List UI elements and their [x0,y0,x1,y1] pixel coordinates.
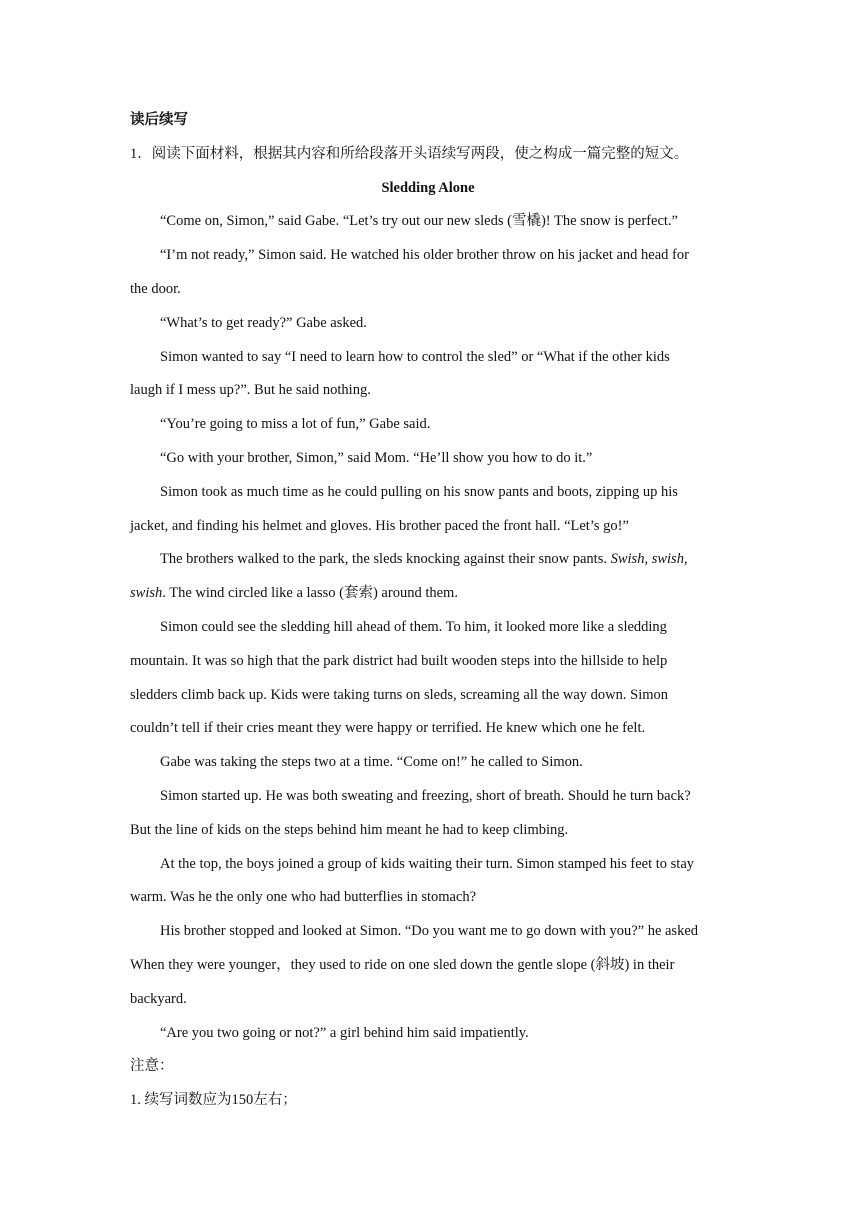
story-paragraph-line: His brother stopped and looked at Simon. “Do you want me to go down with you?” he asked [160,923,699,940]
story-paragraph-line: the door. [130,280,181,297]
story-title: Sledding Alone [381,179,475,196]
story-paragraph-line: Simon took as much time as he could pulling on his snow pants and boots, zipping up his [160,483,678,500]
story-paragraph-line: “You’re going to miss a lot of fun,” Gabe said. [160,416,431,433]
story-paragraph-line: laugh if I mess up?”. But he said nothing. [130,382,371,399]
document-page [130,104,726,1118]
story-paragraph-line: At the top, the boys joined a group of kids waiting their turn. Simon stamped his feet to stay [160,855,695,872]
onomatopoeia-text: Swish, swish, [610,551,688,568]
story-paragraph-line: Simon could see the sledding hill ahead of them. To him, it looked more like a sledding [160,618,667,635]
story-paragraph-line: “I’m not ready,” Simon said. He watched his older brother throw on his jacket and head for [160,247,689,264]
story-paragraph-line [130,543,726,577]
note-item: 1. 续写词数应为150左右； [130,1092,297,1109]
story-paragraph-line: sledders climb back up. Kids were taking turns on sleds, screaming all the way down. Simon [130,686,669,703]
story-paragraph-line [130,577,726,611]
story-paragraph-line: “Come on, Simon,” said Gabe. “Let’s try out our new sleds (雪橇)! The snow is perfect.” [160,213,678,230]
section-heading: 读后续写 [130,112,188,128]
story-paragraph-line: Gabe was taking the steps two at a time. “Come on!” he called to Simon. [160,754,583,771]
story-paragraph-line: Simon wanted to say “I need to learn how to control the sled” or “What if the other kids [160,348,670,365]
paragraph-text: The brothers walked to the park, the sleds knocking against their snow pants. [160,551,611,568]
instruction-text: 1．阅读下面材料，根据其内容和所给段落开头语续写两段，使之构成一篇完整的短文。 [130,145,689,162]
story-paragraph-line: mountain. It was so high that the park district had built wooden steps into the hillside to help [130,652,668,669]
story-paragraph-line: Simon started up. He was both sweating and freezing, short of breath. Should he turn back? [160,787,691,804]
story-paragraph-line: backyard. [130,990,187,1007]
story-paragraph-line: jacket, and finding his helmet and gloves. His brother paced the front hall. “Let’s go!” [130,517,629,534]
story-paragraph-line: “Go with your brother, Simon,” said Mom. “He’ll show you how to do it.” [160,449,593,466]
story-paragraph-line: “What’s to get ready?” Gabe asked. [160,314,367,331]
onomatopoeia-text: swish [130,585,163,602]
story-paragraph-line: couldn’t tell if their cries meant they were happy or terrified. He knew which one he felt. [130,720,646,737]
story-paragraph-line: But the line of kids on the steps behind him meant he had to keep climbing. [130,821,569,838]
story-paragraph-line: warm. Was he the only one who had butterflies in stomach? [130,889,477,906]
story-body [130,205,726,1050]
story-paragraph-line: “Are you two going or not?” a girl behind him said impatiently. [160,1024,529,1041]
story-paragraph-line: When they were younger，they used to ride on one sled down the gentle slope (斜坡) in their [130,956,675,973]
notes-heading: 注意： [130,1058,174,1075]
paragraph-text: . The wind circled like a lasso (套索) around them. [162,585,458,602]
